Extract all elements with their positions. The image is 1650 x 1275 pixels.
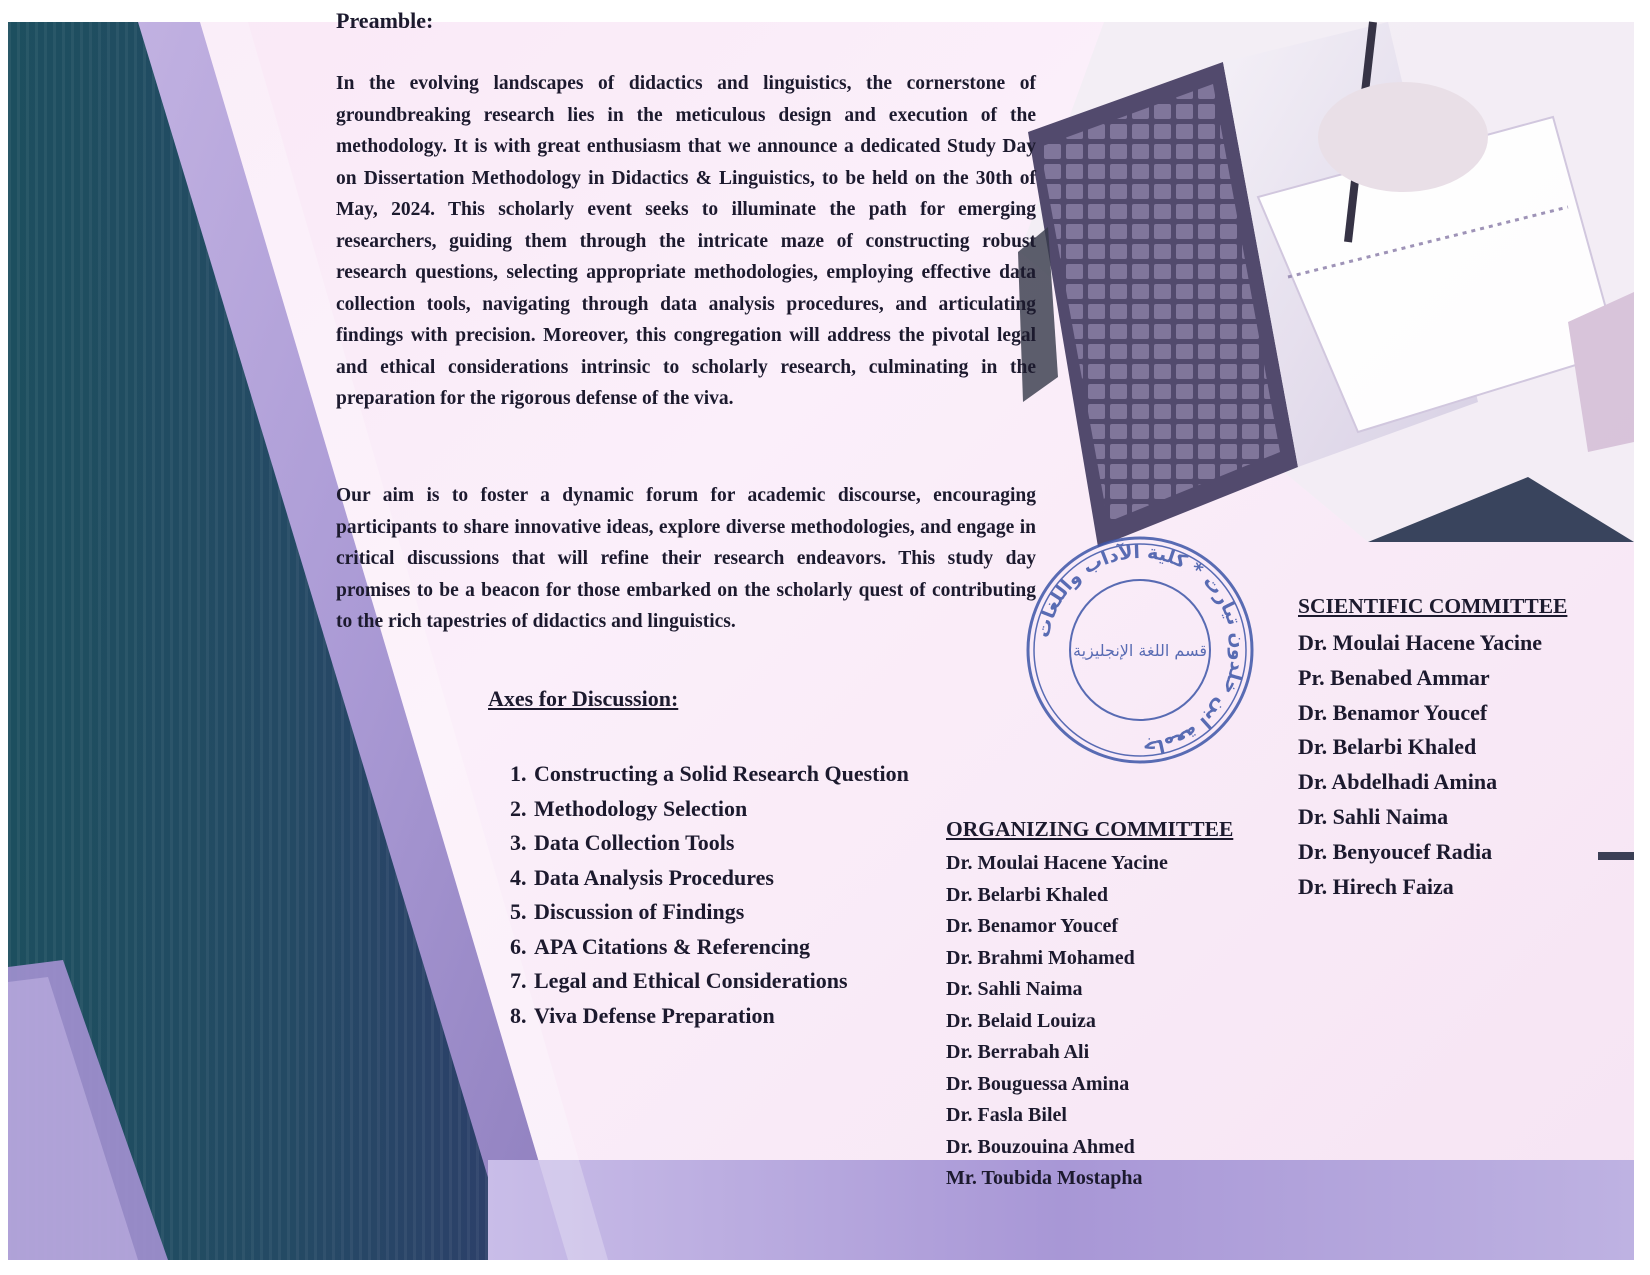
committee-member: Dr. Belarbi Khaled — [946, 883, 1109, 906]
flyer-page — [8, 8, 1634, 1260]
committee-member: Dr. Belarbi Khaled — [1298, 734, 1477, 760]
committee-member: Dr. Benamor Youcef — [1298, 699, 1488, 725]
intro-paragraph: In the evolving landscapes of didactics and linguistics, the cornerstone of groundbreaking research lies in the meticulous design and execution of the methodology. It is with great enthusiasm that we announce a dedicated Study Day on Dissertation Methodology in Didactics & Linguistics, to be held on the 30th of May, 2024. This scholarly event seeks to illuminate the path for emerging researchers, guiding them through the intricate maze of constructing robust research questions, selecting appropriate methodologies, employing effective data collection tools, navigating through data analysis procedures, and articulating findings with precision. Moreover, this congregation will address the pivotal legal and ethical considerations intrinsic to scholarly research, culminating in the preparation for the rigorous defense of the viva. — [336, 73, 1036, 409]
committee-member: Dr. Hirech Faiza — [1298, 873, 1454, 899]
committee-member: Pr. Benabed Ammar — [1298, 664, 1490, 690]
axis-item: 1. Constructing a Solid Research Question — [532, 757, 909, 792]
organizing-committee-list — [946, 848, 1168, 1195]
axis-item: 7. Legal and Ethical Considerations — [532, 964, 909, 999]
laptop-photo — [1018, 22, 1634, 547]
committee-member: Dr. Belaid Louiza — [946, 1009, 1096, 1032]
axis-item: 8. Viva Defense Preparation — [532, 999, 909, 1034]
committee-member: Dr. Moulai Hacene Yacine — [946, 852, 1168, 874]
committee-member: Dr. Bouzouina Ahmed — [946, 1135, 1135, 1158]
department-seal — [1020, 530, 1260, 770]
committee-member: Dr. Sahli Naima — [1298, 803, 1449, 829]
axis-item: 5. Discussion of Findings — [532, 895, 909, 930]
axis-item: 3. Data Collection Tools — [532, 826, 909, 861]
scientific-committee-list — [1298, 626, 1542, 904]
committee-member: Dr. Benyoucef Radia — [1298, 838, 1493, 864]
committee-member: Dr. Fasla Bilel — [946, 1104, 1067, 1126]
axis-item: 6. APA Citations & Referencing — [532, 930, 909, 965]
committee-member: Dr. Abdelhadi Amina — [1298, 769, 1498, 795]
edge-tab — [1598, 852, 1634, 860]
seal-center-text: قسم اللغة الإنجليزية — [1073, 641, 1207, 660]
seal-ring-text: جامعة ابن خلدون تيارت * كلية الآداب واللغات — [1031, 540, 1250, 760]
committee-member: Dr. Benamor Youcef — [946, 915, 1119, 937]
scientific-committee-heading: SCIENTIFIC COMMITTEE — [1298, 594, 1568, 618]
aim-paragraph: Our aim is to foster a dynamic forum for academic discourse, encouraging participants to share innovative ideas, explore diverse methodologies, and engage in critical discussions that will refine their research endeavors. This study day promises to be a beacon for those embarked on the scholarly quest of contributing to the rich tapestries of didactics and linguistics. — [336, 485, 1036, 632]
committee-member: Dr. Sahli Naima — [946, 978, 1083, 1000]
organizing-committee-heading: ORGANIZING COMMITTEE — [946, 817, 1234, 841]
committee-member: Dr. Brahmi Mohamed — [946, 946, 1135, 969]
axes-heading: Axes for Discussion: — [488, 686, 679, 711]
committee-member: Dr. Berrabah Ali — [946, 1041, 1090, 1063]
axis-item: 2. Methodology Selection — [532, 792, 909, 827]
axes-list — [506, 757, 909, 1033]
preamble-title: Preamble: — [336, 8, 434, 33]
committee-member: Dr. Bouguessa Amina — [946, 1072, 1130, 1095]
axis-item: 4. Data Analysis Procedures — [532, 861, 909, 896]
committee-member: Mr. Toubida Mostapha — [946, 1167, 1143, 1189]
committee-member: Dr. Moulai Hacene Yacine — [1298, 630, 1543, 655]
